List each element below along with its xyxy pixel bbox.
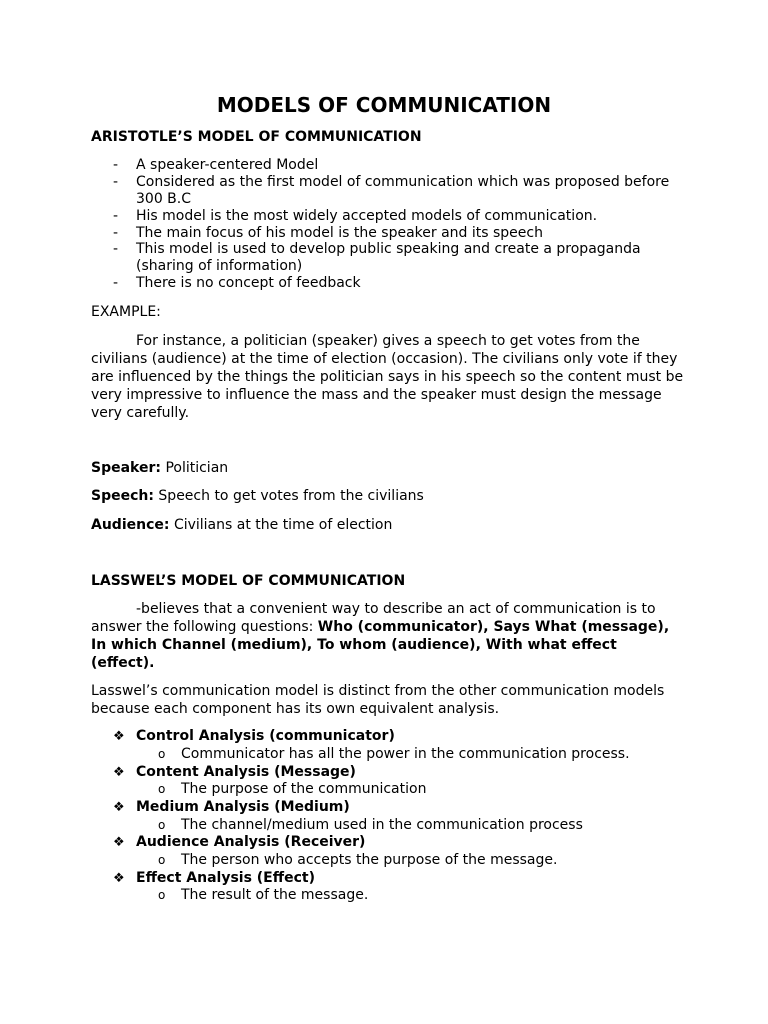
lasswell-heading: LASSWEL’S MODEL OF COMMUNICATION <box>91 573 406 589</box>
speech-line <box>91 487 424 505</box>
speaker-line <box>91 459 228 477</box>
audience-value: Civilians at the time of election <box>173 517 393 533</box>
analysis-title: Effect Analysis (Effect) <box>136 870 315 886</box>
analysis-detail: Communicator has all the power in the communication process. <box>181 746 630 762</box>
diamond-bullet-icon: ❖ <box>113 800 125 815</box>
bullet-dash: - <box>113 174 119 190</box>
circle-bullet-icon: o <box>158 747 166 761</box>
lasswell-intro-line: -believes that a convenient way to describe an act of communication is to <box>136 601 656 617</box>
example-label: EXAMPLE: <box>91 304 161 320</box>
analysis-title: Medium Analysis (Medium) <box>136 799 350 815</box>
speech-value: Speech to get votes from the civilians <box>158 488 424 504</box>
example-paragraph-line: For instance, a politician (speaker) gives a speech to get votes from the <box>136 333 640 349</box>
lasswell-intro-line <box>91 618 669 636</box>
bullet-dash: - <box>113 241 119 257</box>
aristotle-heading: ARISTOTLE’S MODEL OF COMMUNICATION <box>91 129 422 145</box>
lasswell-questions-bold: (effect). <box>91 655 155 671</box>
lasswell-description-line: Lasswel’s communication model is distinct from the other communication models <box>91 683 665 699</box>
page-title: MODELS OF COMMUNICATION <box>216 93 552 117</box>
list-item-continuation: 300 B.C <box>136 191 192 207</box>
bullet-dash: - <box>113 157 119 173</box>
circle-bullet-icon: o <box>158 853 166 867</box>
audience-label: Audience: <box>91 517 170 533</box>
list-item: There is no concept of feedback <box>136 275 361 291</box>
example-paragraph-line: are influenced by the things the politician says in his speech so the content must be <box>91 369 684 385</box>
speech-label: Speech: <box>91 488 154 504</box>
analysis-detail: The result of the message. <box>181 887 369 903</box>
lasswell-questions-bold: In which Channel (medium), To whom (audience), With what effect <box>91 637 617 653</box>
list-item: A speaker-centered Model <box>136 157 319 173</box>
analysis-title: Audience Analysis (Receiver) <box>136 834 366 850</box>
example-paragraph-line: very carefully. <box>91 405 190 421</box>
diamond-bullet-icon: ❖ <box>113 729 125 744</box>
speaker-value: Politician <box>165 460 229 476</box>
bullet-dash: - <box>113 225 119 241</box>
analysis-detail: The person who accepts the purpose of the message. <box>181 852 558 868</box>
list-item-continuation: (sharing of information) <box>136 258 303 274</box>
lasswell-description-line: because each component has its own equivalent analysis. <box>91 701 500 717</box>
diamond-bullet-icon: ❖ <box>113 871 125 886</box>
analysis-title: Content Analysis (Message) <box>136 764 356 780</box>
analysis-detail: The purpose of the communication <box>181 781 427 797</box>
diamond-bullet-icon: ❖ <box>113 765 125 780</box>
circle-bullet-icon: o <box>158 782 166 796</box>
audience-line <box>91 516 392 534</box>
lasswell-intro-plain: answer the following questions: <box>91 619 318 635</box>
speaker-label: Speaker: <box>91 460 161 476</box>
example-paragraph-line: very impressive to influence the mass and the speaker must design the message <box>91 387 662 403</box>
example-paragraph-line: civilians (audience) at the time of election (occasion). The civilians only vote if they <box>91 351 678 367</box>
circle-bullet-icon: o <box>158 818 166 832</box>
lasswell-questions-bold: Who (communicator), Says What (message), <box>317 619 670 635</box>
bullet-dash: - <box>113 275 119 291</box>
diamond-bullet-icon: ❖ <box>113 835 125 850</box>
list-item: The main focus of his model is the speaker and its speech <box>136 225 543 241</box>
list-item: This model is used to develop public speaking and create a propaganda <box>136 241 641 257</box>
analysis-title: Control Analysis (communicator) <box>136 728 395 744</box>
list-item: Considered as the first model of communication which was proposed before <box>136 174 670 190</box>
circle-bullet-icon: o <box>158 888 166 902</box>
analysis-detail: The channel/medium used in the communication process <box>181 817 583 833</box>
bullet-dash: - <box>113 208 119 224</box>
list-item: His model is the most widely accepted models of communication. <box>136 208 598 224</box>
